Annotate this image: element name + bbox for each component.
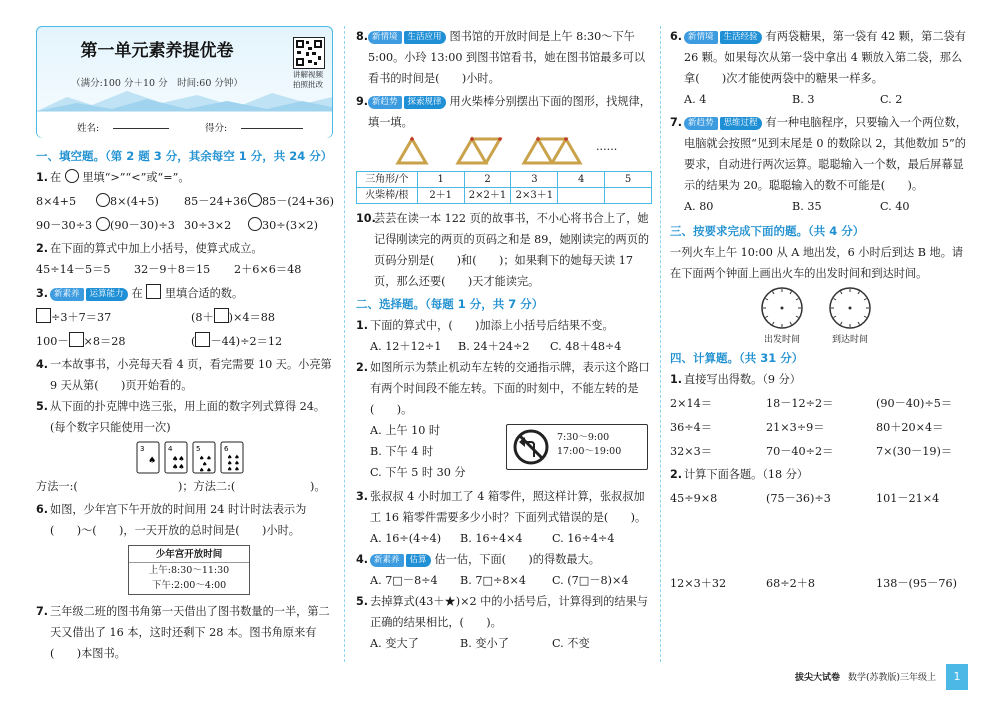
svg-text:♠ ♠: ♠ ♠	[227, 466, 240, 473]
question-4: 4. 一本故事书，小亮每天看 4 页，看完需要 10 天。小亮第 9 天从第( )页开始看的。	[36, 358, 332, 392]
written-row-2: 12×3＋32 68÷2＋8 138－(95－76)	[670, 577, 957, 590]
choice-6-options	[670, 89, 970, 110]
subject-label: 数学(苏教版)三年级上	[848, 673, 937, 683]
svg-text:♠ ♠: ♠ ♠	[199, 467, 212, 474]
answer-box[interactable]	[214, 308, 229, 323]
choice-5-options	[356, 633, 652, 654]
question-10: 10. 芸芸在读一本 122 页的故事书，不小心将书合上了，她记得刚读完的两页的页码之和是 89，她刚读完的两页的页码分别是( )和( )；如果剩下的她每天读 17 页，那么还要( )天才能读完。	[356, 212, 650, 288]
choice-2-options	[356, 420, 652, 486]
answer-box[interactable]	[36, 308, 51, 323]
matchstick-figures	[356, 133, 652, 167]
section-heading-choice: 二、选择题。（每题 1 分，共 7 分）	[356, 297, 544, 311]
question-3: 3. 新素养 运算能力 在 里填合适的数。	[36, 283, 333, 304]
compare-row-1: 8×4+5 8×(4+5) 85－24+36 85－(24+36)	[36, 195, 334, 208]
option[interactable]: A. 4	[684, 93, 707, 106]
continuation-dots: ······	[596, 143, 618, 156]
answer-cell[interactable]	[558, 188, 605, 204]
option[interactable]: A. 上午 10 时	[370, 424, 441, 437]
section-heading-tasks: 三、按要求完成下面的题。（共 4 分）	[670, 224, 865, 238]
restricted-time-2: 17:00～19:00	[557, 446, 622, 457]
card-3-icon	[137, 442, 159, 473]
opening-hours-box: 少年宫开放时间 上午:8:30～11:30 下午:2:00～4:00	[128, 545, 250, 595]
svg-text:♠ ♠: ♠ ♠	[199, 455, 212, 462]
choice-5: 5. 去掉算式(43＋★)×2 中的小括号后，计算得到的结果与正确的结果相比，( )。	[356, 595, 648, 629]
choice-1: 1. 下面的算式中，( )加添上小括号后结果不变。	[356, 319, 614, 332]
section-heading-calc: 四、计算题。（共 31 分）	[670, 351, 804, 365]
svg-text:4: 4	[168, 445, 173, 453]
playing-cards	[36, 438, 333, 476]
choice-4: 4. 新素养 估算 估一估，下面( )的得数最大。	[356, 553, 600, 566]
oral-row-2: 36÷4＝ 21×3÷9＝ 80＋20×4＝	[670, 421, 944, 434]
svg-text:5: 5	[196, 445, 201, 453]
qr-caption: 讲解视频 拍照批改	[293, 70, 323, 89]
question-8: 8. 新情境 生活应用 图书馆的开放时间是上午 8:30～下午 5:00。小玲 13:00 到图书馆看书，她在图书馆最多可以看书的时间是( )小时。	[356, 30, 646, 85]
score-time-info: （满分:100 分＋10 分 时间:60 分钟）	[71, 78, 243, 89]
choice-7: 7. 新趋势 思维过程 有一种电脑程序，只要输入一个两位数，电脑就会按照“见到末尾是 0 的数除以 2，其他数加 5”的要求，自动进行两次运算。聪聪输入一个数，最后屏幕显示的结果为 20。聪聪输入的数不可能是( )。	[670, 116, 967, 192]
option[interactable]: B. 35	[792, 200, 822, 213]
question-6: 6. 如图，少年宫下午开放的时间用 24 时计时法表示为( )～( )，一天开放的总时间是( )小时。	[36, 503, 307, 537]
answer-circle[interactable]	[96, 217, 110, 231]
compare-row-2: 90－30÷3 (90－30)÷3 30÷3×2 30÷(3×2)	[36, 219, 318, 232]
bracket-row: 45÷14－5＝5 32－9＋8＝15 2＋6×6＝48	[36, 263, 302, 276]
question-9: 9. 新趋势 探索规律 用火柴棒分别摆出下面的图形，找规律，填一填。	[356, 95, 651, 129]
column-divider	[660, 26, 661, 662]
score-field[interactable]	[241, 116, 303, 137]
svg-text:♠♠: ♠♠	[172, 463, 185, 471]
question-5: 5. 从下面的扑克牌中选三张，用上面的数字列式算得 24。 (每个数字只能使用一次)	[36, 400, 326, 434]
option[interactable]: C. 不变	[552, 637, 590, 650]
choice-3-options	[356, 528, 652, 549]
answer-cell[interactable]	[605, 188, 652, 204]
column-right	[670, 26, 970, 594]
option[interactable]: B. 下午 4 时	[370, 445, 434, 458]
column-middle	[356, 26, 652, 654]
option[interactable]: B. 7□÷8×4	[460, 574, 527, 587]
svg-text:♠♠: ♠♠	[172, 455, 185, 463]
option[interactable]: B. 24＋24÷2	[458, 340, 530, 353]
choice-2: 2. 如图所示为禁止机动车左转的交通指示牌，表示这个路口有两个时间段不能左转。下面的时刻中，不能左转的是( )。	[356, 361, 650, 416]
departure-clock-icon[interactable]	[760, 286, 804, 330]
card-5-icon	[193, 442, 215, 474]
oral-row-3: 32×3＝ 70－40÷2＝ 7×(30－19)＝	[670, 445, 953, 458]
choice-7-options	[670, 196, 970, 217]
qr-code-icon[interactable]	[293, 37, 325, 69]
section-heading-fill: 一、填空题。（第 2 题 3 分，其余每空 1 分，共 24 分）	[36, 149, 333, 163]
option[interactable]: B. 3	[792, 93, 815, 106]
work-space[interactable]	[670, 509, 970, 573]
card-6-icon	[221, 442, 243, 473]
question-1: 1. 在 里填“>”“<”或“=”。	[36, 171, 190, 184]
option[interactable]: A. 16÷(4÷4)	[370, 532, 442, 545]
header-box	[36, 26, 333, 138]
oral-row-1: 2×14＝ 18－12÷2＝ (90－40)÷5＝	[670, 397, 953, 410]
choice-3: 3. 张叔叔 4 小时加工了 4 箱零件，照这样计算，张叔叔加工 16 箱零件需要多少小时？下面列式错误的是( )。	[356, 490, 647, 524]
answer-circle[interactable]	[96, 193, 110, 207]
svg-text:♠: ♠	[202, 461, 208, 468]
svg-text:♠ ♠: ♠ ♠	[227, 460, 240, 467]
page-title: 第一单元素养提优卷	[80, 41, 234, 61]
option[interactable]: C. 2	[880, 93, 903, 106]
option[interactable]: C. (7□－8)×4	[552, 574, 629, 587]
square-blank-icon	[146, 284, 161, 299]
departure-label: 出发时间	[763, 335, 800, 345]
option[interactable]: C. 48＋48÷4	[550, 340, 622, 353]
question-2: 2. 在下面的算式中加上小括号，使算式成立。	[36, 242, 263, 255]
option[interactable]: B. 变小了	[460, 637, 509, 650]
option[interactable]: C. 16÷4÷4	[552, 532, 615, 545]
matchstick-table	[356, 171, 652, 204]
column-divider	[344, 26, 345, 662]
svg-text:♠: ♠	[148, 456, 157, 466]
option[interactable]: C. 40	[880, 200, 910, 213]
choice-6: 6. 新情境 生活经验 有两袋糖果，第一袋有 42 颗，第二袋有 26 颗。如果每次从第一袋中拿出 4 颗放入第二袋，那么拿( )次才能使两袋中的糖果一样多。	[670, 30, 966, 85]
answer-box[interactable]	[195, 332, 210, 347]
option[interactable]: A. 80	[684, 200, 714, 213]
svg-text:♠ ♠: ♠ ♠	[227, 454, 240, 461]
option[interactable]: C. 下午 5 时 30 分	[370, 466, 466, 479]
answer-box[interactable]	[69, 332, 84, 347]
table-row: 三角形/个 1 2 3 4 5	[357, 172, 652, 188]
answer-circle[interactable]	[248, 217, 262, 231]
calc-2: 2. 计算下面各题。（18 分）	[670, 468, 809, 481]
mountain-decoration-icon	[37, 87, 332, 111]
restricted-time-1: 7:30～9:00	[557, 432, 610, 443]
fill-row-2: 100－ ×8＝28 ( －44)÷2＝12	[36, 331, 333, 352]
fill-row-1: ÷3＋7＝37 (8＋ )×4＝88	[36, 307, 333, 328]
option[interactable]: B. 16÷4×4	[460, 532, 523, 545]
method-answers: 方法一:( )；方法二:( )。	[36, 480, 326, 493]
question-7: 7. 三年级二班的图书角第一天借出了图书数量的一半，第二天又借出了 16 本，这时还剩下 28 本。图书角原来有( )本图书。	[36, 605, 330, 660]
svg-text:3: 3	[140, 445, 145, 453]
option[interactable]: A. 12＋12÷1	[370, 340, 442, 353]
arrival-clock-icon[interactable]	[828, 286, 872, 330]
choice-1-options	[356, 336, 652, 357]
arrival-label: 到达时间	[831, 335, 868, 345]
brand-label: 拔尖大试卷	[795, 673, 841, 683]
name-label: 姓名:	[77, 123, 100, 134]
no-left-turn-sign	[506, 424, 648, 470]
table-row: 火柴棒/根 2＋1 2×2＋1 2×3＋1	[357, 188, 652, 204]
footer-info	[795, 670, 936, 683]
svg-text:6: 6	[224, 445, 229, 453]
option[interactable]: A. 7□－8÷4	[370, 574, 438, 587]
score-label: 得分:	[205, 123, 228, 134]
name-field[interactable]	[113, 116, 169, 137]
train-question: 一列火车上午 10:00 从 A 地出发，6 小时后到达 B 地。请在下面两个钟面上画出火车的出发时间和到达时间。	[670, 246, 964, 280]
answer-circle[interactable]	[248, 193, 262, 207]
choice-4-options	[356, 570, 652, 591]
no-left-turn-icon	[513, 429, 549, 465]
written-row-1: 45÷9×8 (75－36)÷3 101－21×4	[670, 492, 940, 505]
calc-1: 1. 直接写出得数。（9 分）	[670, 373, 801, 386]
column-left	[36, 26, 333, 664]
page-number: 1	[946, 664, 968, 690]
card-4-icon	[165, 442, 187, 473]
circle-blank-icon	[65, 169, 79, 183]
option[interactable]: A. 变大了	[370, 637, 419, 650]
student-info-bar	[37, 111, 332, 138]
clock-faces	[670, 284, 970, 348]
